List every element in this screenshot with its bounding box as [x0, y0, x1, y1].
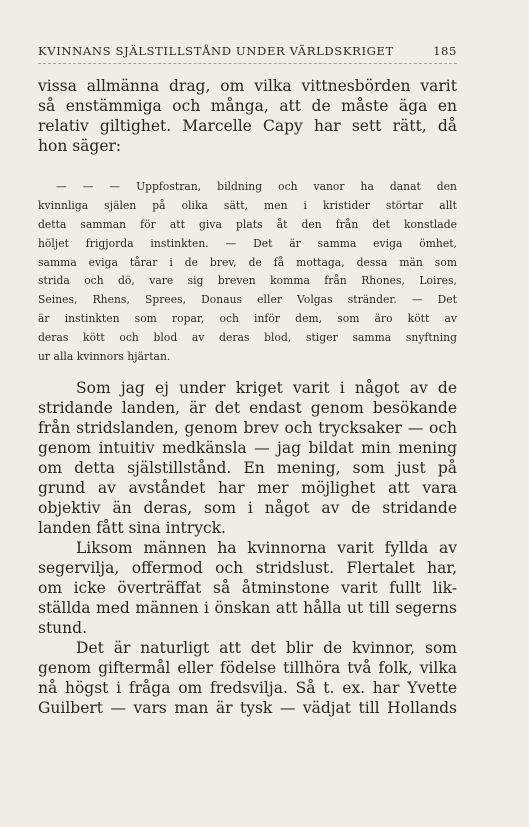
text-line: Guilbert — vars man är tysk — vädjat till Hollands [38, 699, 457, 717]
text-line: genom intuitiv medkänsla — jag bildat min mening [38, 439, 457, 457]
text-line: hon säger: [38, 137, 122, 155]
running-header [38, 44, 457, 58]
quote-line: Seines, Rhens, Sprees, Donaus eller Volgas stränder. — Det [38, 293, 457, 307]
text-line: objektiv än deras, som i något av de stridande [38, 499, 457, 517]
text-line: så enstämmiga och många, att de måste äga en [38, 97, 457, 115]
block-quote [38, 178, 457, 367]
running-title: KVINNANS SJÄLSTILLSTÅND UNDER VÄRLDSKRIGET [38, 44, 394, 58]
text-line: segervilja, offermod och stridslust. Flertalet har, [38, 559, 457, 577]
text-line: landen fått sina intryck. [38, 519, 226, 537]
quote-line: detta samman för att giva plats åt den från det konstlade [38, 217, 457, 231]
quote-line: höljet frigjorda instinkten. — Det är samma eviga ömhet, [38, 236, 457, 250]
text-line: från stridslanden, genom brev och trycksaker — och [38, 419, 457, 437]
quote-line: är instinkten som ropar, och inför dem, som äro kött av [38, 312, 457, 326]
quote-line: deras kött och blod av deras blod, stiger samma snyftning [38, 331, 457, 345]
intro-paragraph [38, 76, 457, 156]
text-line: vissa allmänna drag, om vilka vittnesbörden varit [38, 77, 457, 95]
text-line: genom giftermål eller födelse tillhöra två folk, vilka [38, 659, 457, 677]
text-line: relativ giltighet. Marcelle Capy har sett rätt, då [38, 117, 457, 135]
quote-line: ur alla kvinnors hjärtan. [38, 350, 171, 364]
text-line: Liksom männen ha kvinnorna varit fyllda av [76, 539, 457, 557]
header-rule [38, 63, 457, 64]
text-line: Som jag ej under kriget varit i något av de [76, 379, 457, 397]
text-line: ställda med männen i önskan att hålla ut till segerns [38, 599, 457, 617]
quote-line: kvinnliga själen på olika sätt, men i kristider störtar allt [38, 198, 457, 212]
quote-line: — — — Uppfostran, bildning och vanor ha danat den [56, 180, 457, 193]
text-line: Det är naturligt att det blir de kvinnor, som [76, 639, 457, 657]
text-line: nå högst i fråga om fredsvilja. Så t. ex. har Yvette [38, 679, 457, 697]
text-line: om icke överträffat så åtminstone varit fullt lik- [38, 579, 457, 597]
quote-line: strida och dö, vare sig breven komma från Rhones, Loires, [38, 274, 457, 288]
text-line: om detta själstillstånd. En mening, som just på [38, 459, 457, 477]
text-line: stund. [38, 619, 87, 637]
text-line: grund av avståndet har mer möjlighet att vara [38, 479, 457, 497]
quote-line: samma eviga tårar i de brev, de få mottaga, dessa män som [38, 255, 457, 269]
page-number: 185 [433, 44, 457, 58]
body-text [38, 378, 457, 718]
text-line: stridande landen, är det endast genom besökande [38, 399, 457, 417]
